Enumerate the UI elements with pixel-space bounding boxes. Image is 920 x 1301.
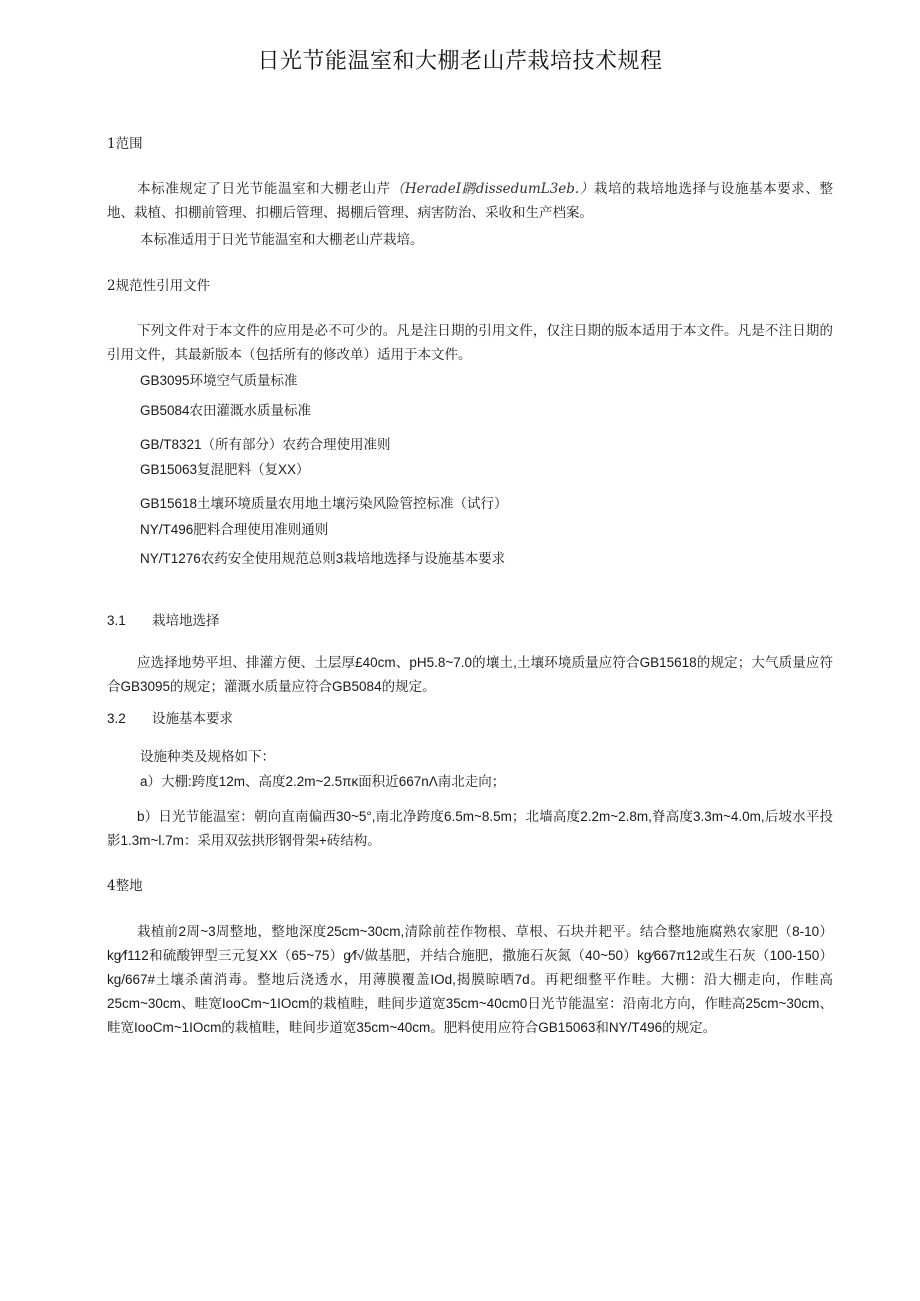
reference-item: GB5084农田灌溉水质量标准 [140,403,312,418]
section-3-1-number: 3.1 [107,613,126,628]
section-1-paragraph-1 [107,177,833,225]
section-3-1-title: 栽培地选择 [152,613,220,629]
section-3-1-heading [107,612,220,630]
section-3-2-heading [107,710,233,728]
section-3-1-paragraph: 应选择地势平坦、排灌方便、土层厚£40cm、pH5.8~7.0的壤土,土壤环境质量应符合GB15618的规定；大气质量应符合GB3095的规定；灌溉水质量应符合GB5084的规定。 [107,655,833,694]
reference-item: GB15618土壤环境质量农用地土壤污染风险管控标准（试行） [140,496,508,511]
section-1-paragraph-2: 本标准适用于日光节能温室和大棚老山芹栽培。 [140,232,424,248]
section-1-p1-before: 本标准规定了日光节能温室和大棚老山芹 [137,181,391,197]
facility-item-a: a）大棚:跨度12m、高度2.2m~2.5πκ面积近667nΛ南北走向； [140,774,506,789]
reference-item: GB15063复混肥料（复XX） [140,462,310,477]
section-2-heading: 2规范性引用文件 [107,278,211,294]
scientific-name: （HeradeI䴙dissedumL3eb.） [390,181,594,197]
section-1-p1-after: 栽培的栽培地选择与设施基本要求、整地、栽植、扣棚前管理、扣棚后管理、揭棚后管理、病害防治、采收和生产档案。 [107,181,833,221]
reference-item: GB/T8321（所有部分）农药合理使用准则 [140,437,391,452]
section-3-2-intro: 设施种类及规格如下： [140,749,275,765]
section-4-heading: 4整地 [107,878,143,894]
reference-item: NY/T1276农药安全使用规范总则3栽培地选择与设施基本要求 [140,551,506,566]
section-3-2-number: 3.2 [107,711,126,726]
section-1-heading: 1范围 [107,136,143,152]
document-title: 日光节能温室和大棚老山芹栽培技术规程 [257,49,663,74]
section-3-2-title: 设施基本要求 [152,711,233,727]
reference-item: NY/T496肥料合理使用准则通则 [140,522,329,537]
section-2-paragraph: 下列文件对于本文件的应用是必不可少的。凡是注日期的引用文件，仅注日期的版本适用于本文件。凡是不注日期的引用文件，其最新版本（包括所有的修改单）适用于本文件。 [107,323,833,363]
reference-item: GB3095环境空气质量标准 [140,373,298,388]
section-4-paragraph: 栽植前2周~3周整地，整地深度25cm~30cm,清除前茬作物根、草根、石块并耙平。结合整地施腐熟农家肥（8-10）kg∕f112和硫酸钾型三元复XX（65~75）g∕f√做基肥，并结合施肥，撒施石灰氮（40~50）kg∕667π12或生石灰（100-150）kg/667#土壤杀菌消毒。整地后浇透水，用薄膜覆盖IOd,揭膜晾晒7d。再耙细整平作畦。大棚：沿大棚走向，作畦高25cm~30cm、畦宽IooCm~1IOcm的栽植畦，畦间步道宽35cm~40cm0日光节能温室：沿南北方向，作畦高25cm~30cm、畦宽IooCm~1IOcm的栽植畦，畦间步道宽35cm~40cm。肥料使用应符合GB15063和NY/T496的规定。 [107,924,833,1035]
facility-item-b: b）日光节能温室：朝向直南偏西30~5°,南北净跨度6.5m~8.5m；北墙高度2.2m~2.8m,脊高度3.3m~4.0m,后坡水平投影1.3m~l.7m：采用双弦拱形钢骨架+砖结构。 [107,809,833,848]
